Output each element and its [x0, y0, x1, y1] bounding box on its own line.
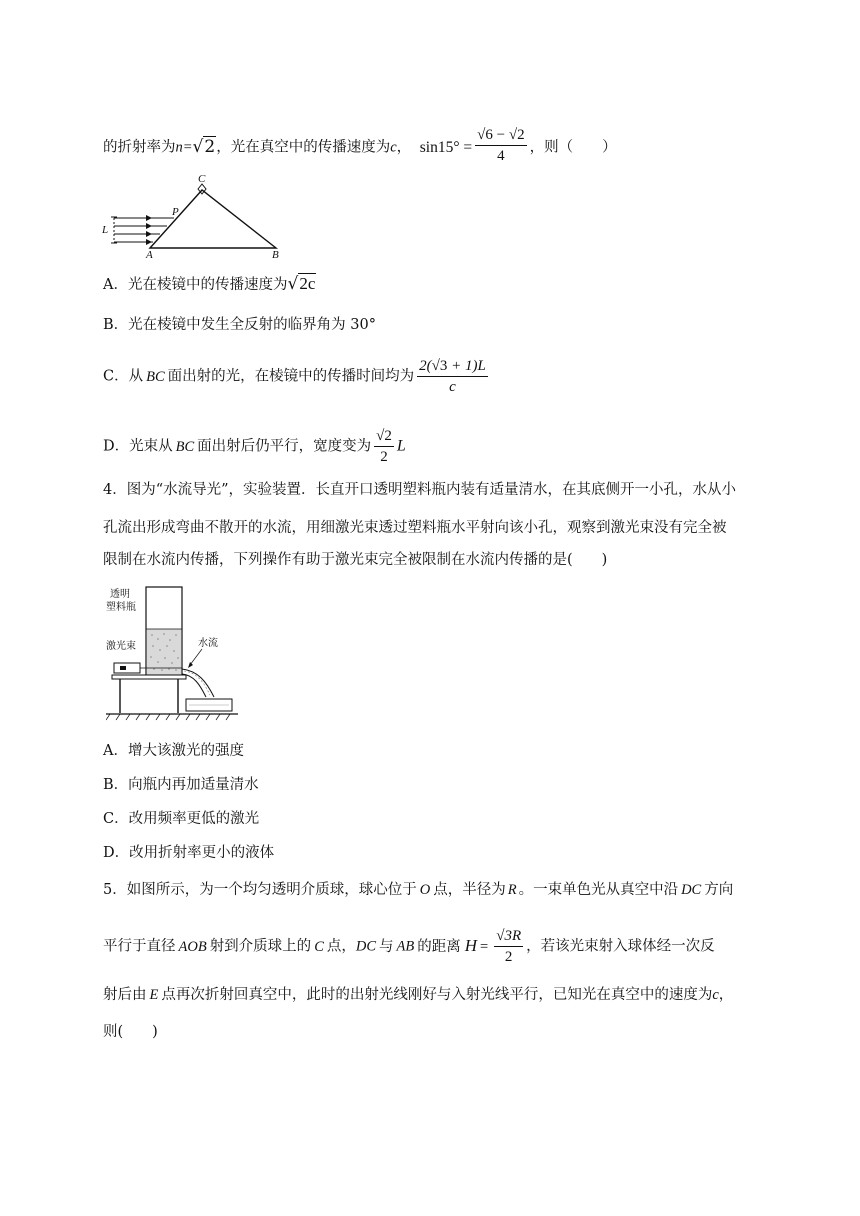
q4-line-2: 孔流出形成弯曲不散开的水流，用细激光束透过塑料瓶水平射向该小孔，观察到激光束没有完全被	[103, 520, 727, 536]
label-c: C	[198, 173, 206, 185]
dc-symbol-2: DC	[355, 938, 377, 955]
h-numerator: √3R	[494, 927, 523, 947]
sqrt-symbol: √2	[192, 136, 216, 157]
q5-line2-f: ，若该光束射入球体经一次反	[526, 938, 715, 955]
option-a-text: A．光在棱镜中的传播速度为	[103, 277, 288, 293]
label-p: P	[172, 206, 179, 218]
q4-line-1: 4．图为“水流导光”，实验装置．长直开口透明塑料瓶内装有适量清水，在其底侧开一小孔，水从小	[103, 482, 737, 498]
prism-triangle	[150, 190, 276, 248]
option-b-text: B．光在棱镜中发生全反射的临界角为 30°	[103, 317, 376, 333]
q3-stem-part1: 的折射率为	[103, 139, 176, 156]
q5-line1-d: 方向	[704, 882, 734, 898]
option-c-text-2: 面出射的光，在棱镜中的传播时间均为	[167, 368, 415, 385]
q5-line2-d: 与	[379, 938, 394, 955]
incident-rays	[114, 218, 174, 242]
sin-denominator: 4	[497, 148, 505, 164]
q4-option-d: D．改用折射率更小的液体	[103, 845, 275, 861]
q5-line1-b: 点，半径为	[433, 882, 506, 898]
q3-stem	[103, 128, 617, 167]
label-b: B	[272, 249, 279, 260]
h-fraction	[494, 927, 523, 966]
label-laser: 激光束	[106, 641, 136, 652]
label-l: L	[102, 224, 109, 236]
c-point-symbol: C	[314, 938, 324, 955]
option-d-text-2: 面出射后仍平行，宽度变为	[197, 438, 372, 455]
h-denominator: 2	[504, 949, 513, 965]
table	[112, 675, 186, 679]
label-transparent: 透明	[110, 589, 130, 600]
option-d-denominator: 2	[380, 449, 388, 465]
sqrt-symbol: √2c	[287, 274, 316, 294]
q3-stem-part3: ，	[396, 139, 412, 156]
q5-line3-a: 射后由	[103, 987, 147, 1003]
label-water: 水流	[198, 638, 218, 649]
option-d-numerator-radicand: 2	[384, 428, 392, 444]
q3-option-c	[103, 357, 491, 396]
option-c-denominator: c	[449, 379, 456, 395]
q3-option-b	[103, 315, 376, 335]
q4-line-3: 限制在水流内传播，下列操作有助于激光束完全被限制在水流内传播的是( )	[103, 552, 608, 568]
water-light-figure	[106, 583, 241, 721]
q5-line1-a: 5．如图所示，为一个均匀透明介质球，球心位于	[103, 882, 417, 898]
q5-line2-e: 的距离	[417, 938, 461, 955]
q5-line-1	[103, 880, 733, 900]
option-d-fraction	[374, 427, 394, 466]
h-symbol: H	[464, 935, 478, 955]
option-c-fraction	[417, 357, 488, 396]
q5-line3-c: ，	[718, 987, 734, 1003]
q3-stem-part2: ，光在真空中的传播速度为	[216, 139, 391, 156]
option-c-numerator: 2(√3 + 1)L	[417, 357, 488, 377]
aob-symbol: AOB	[178, 938, 207, 955]
q5-line-3	[103, 985, 733, 1005]
q3-option-a	[103, 274, 316, 295]
ab-symbol: AB	[396, 938, 415, 955]
q4-option-b: B．向瓶内再加适量清水	[103, 777, 259, 793]
q5-line3-b: 点再次折射回真空中，此时的出射光线刚好与入射光线平行，已知光在真空中的速度为	[161, 987, 713, 1003]
o-symbol: O	[419, 882, 431, 898]
option-d-l: L	[396, 437, 406, 455]
sin-numerator: √6 − √2	[475, 126, 526, 146]
q3-option-d	[103, 427, 406, 466]
option-c-bc: BC	[146, 368, 165, 385]
q5-line2-c: 点，	[326, 938, 356, 955]
q4-option-a: A．增大该激光的强度	[103, 743, 244, 759]
c-symbol: c	[390, 139, 397, 156]
c-speed-symbol: c	[712, 987, 719, 1003]
ray-arrows	[146, 215, 152, 245]
option-d-text-1: D．光束从	[103, 438, 173, 455]
equals-sign: =	[480, 938, 489, 955]
prism-figure	[98, 170, 298, 260]
q3-stem-part4: ，则（ ）	[529, 139, 617, 156]
r-symbol: R	[507, 882, 517, 898]
q5-line-2	[103, 927, 715, 966]
q5-line2-a: 平行于直径	[103, 938, 176, 955]
sin-label: sin15° =	[419, 138, 473, 156]
width-marker	[111, 217, 117, 243]
n-value: 2	[204, 136, 216, 157]
label-a: A	[146, 249, 153, 260]
laser-device	[114, 663, 140, 673]
option-a-value: 2c	[299, 274, 316, 293]
q4-option-c: C．改用频率更低的激光	[103, 811, 260, 827]
e-symbol: E	[149, 987, 159, 1003]
h-numerator-radicand: 3R	[504, 928, 522, 944]
option-d-numerator: √2	[374, 427, 394, 447]
dc-symbol: DC	[681, 882, 702, 898]
option-c-text-1: C．从	[103, 368, 144, 385]
q5-line-4: 则( )	[103, 1024, 158, 1040]
option-d-bc: BC	[175, 438, 195, 455]
q5-line2-b: 射到介质球上的	[209, 938, 312, 955]
sin-fraction	[475, 126, 526, 165]
q5-line1-c: 。一束单色光从真空中沿	[518, 882, 679, 898]
label-plastic-bottle: 塑料瓶	[106, 602, 136, 613]
n-expr: n=	[175, 139, 193, 156]
